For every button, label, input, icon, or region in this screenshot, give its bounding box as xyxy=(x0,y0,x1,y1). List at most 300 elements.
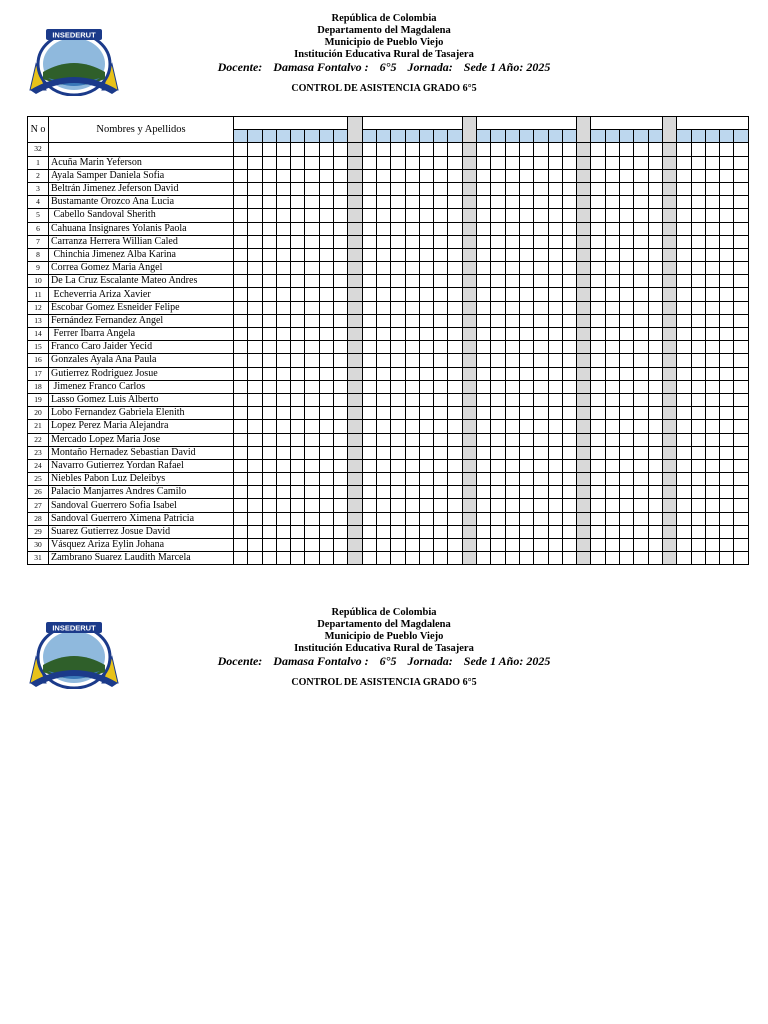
attendance-cell xyxy=(276,380,290,393)
attendance-cell xyxy=(234,486,248,499)
attendance-cell xyxy=(720,539,734,552)
attendance-cell xyxy=(577,512,591,525)
attendance-cell xyxy=(348,407,362,420)
attendance-cell xyxy=(648,301,662,314)
attendance-cell xyxy=(720,552,734,565)
attendance-cell xyxy=(305,473,319,486)
attendance-cell xyxy=(662,143,676,156)
attendance-cell xyxy=(291,459,305,472)
attendance-cell xyxy=(276,182,290,195)
attendance-cell xyxy=(620,552,634,565)
attendance-cell xyxy=(305,459,319,472)
attendance-cell xyxy=(548,328,562,341)
table-row xyxy=(28,235,749,248)
attendance-cell xyxy=(648,499,662,512)
attendance-cell xyxy=(234,196,248,209)
attendance-cell xyxy=(376,156,390,169)
date-cell xyxy=(405,130,419,143)
attendance-cell xyxy=(691,314,705,327)
attendance-cell xyxy=(734,512,748,525)
attendance-cell xyxy=(577,380,591,393)
attendance-cell xyxy=(477,486,491,499)
attendance-cell xyxy=(534,525,548,538)
separator-cell xyxy=(662,117,676,143)
attendance-cell xyxy=(477,407,491,420)
attendance-cell xyxy=(262,301,276,314)
attendance-cell xyxy=(477,156,491,169)
attendance-cell xyxy=(677,341,691,354)
attendance-cell xyxy=(734,209,748,222)
attendance-cell xyxy=(662,473,676,486)
attendance-cell xyxy=(319,433,333,446)
attendance-cell xyxy=(620,380,634,393)
attendance-cell xyxy=(262,275,276,288)
total-count: 32 xyxy=(28,143,49,156)
date-block-cell xyxy=(234,117,348,130)
attendance-cell xyxy=(248,539,262,552)
student-number: 1 xyxy=(28,156,49,169)
attendance-cell xyxy=(534,499,548,512)
attendance-cell xyxy=(534,354,548,367)
attendance-cell xyxy=(276,209,290,222)
attendance-cell xyxy=(391,275,405,288)
attendance-cell xyxy=(305,433,319,446)
attendance-cell xyxy=(491,301,505,314)
attendance-cell xyxy=(248,275,262,288)
attendance-cell xyxy=(634,156,648,169)
attendance-cell xyxy=(391,169,405,182)
attendance-cell xyxy=(634,248,648,261)
date-cell xyxy=(434,130,448,143)
attendance-cell xyxy=(405,393,419,406)
attendance-cell xyxy=(362,367,376,380)
attendance-cell xyxy=(705,433,719,446)
attendance-cell xyxy=(477,446,491,459)
attendance-cell xyxy=(577,328,591,341)
attendance-cell xyxy=(276,420,290,433)
attendance-cell xyxy=(477,275,491,288)
attendance-cell xyxy=(262,499,276,512)
attendance-cell xyxy=(405,407,419,420)
attendance-cell xyxy=(505,420,519,433)
student-number: 7 xyxy=(28,235,49,248)
attendance-cell xyxy=(491,446,505,459)
attendance-cell xyxy=(362,512,376,525)
attendance-cell xyxy=(405,433,419,446)
attendance-cell xyxy=(705,393,719,406)
date-cell xyxy=(648,130,662,143)
attendance-cell xyxy=(348,499,362,512)
attendance-cell xyxy=(505,380,519,393)
attendance-cell xyxy=(276,367,290,380)
attendance-cell xyxy=(548,552,562,565)
attendance-cell xyxy=(505,552,519,565)
date-cell xyxy=(505,130,519,143)
attendance-cell xyxy=(305,196,319,209)
attendance-cell xyxy=(577,222,591,235)
attendance-cell xyxy=(248,301,262,314)
attendance-cell xyxy=(648,182,662,195)
attendance-cell xyxy=(534,552,548,565)
attendance-cell xyxy=(605,407,619,420)
grade-value: 6°5 xyxy=(379,654,397,668)
attendance-cell xyxy=(276,552,290,565)
attendance-cell xyxy=(376,314,390,327)
attendance-cell xyxy=(477,539,491,552)
attendance-cell xyxy=(462,433,476,446)
attendance-cell xyxy=(434,275,448,288)
attendance-cell xyxy=(691,525,705,538)
attendance-cell xyxy=(505,288,519,301)
attendance-cell xyxy=(548,196,562,209)
attendance-cell xyxy=(720,275,734,288)
table-row xyxy=(28,222,749,235)
attendance-cell xyxy=(505,156,519,169)
attendance-cell xyxy=(620,354,634,367)
attendance-cell xyxy=(720,314,734,327)
attendance-cell xyxy=(720,473,734,486)
attendance-cell xyxy=(291,512,305,525)
attendance-cell xyxy=(548,446,562,459)
name-cell xyxy=(49,143,234,156)
attendance-cell xyxy=(477,169,491,182)
table-row xyxy=(28,301,749,314)
attendance-cell xyxy=(577,301,591,314)
jornada-label: Jornada: xyxy=(407,60,453,74)
attendance-cell xyxy=(248,407,262,420)
attendance-cell xyxy=(291,275,305,288)
attendance-cell xyxy=(434,433,448,446)
attendance-cell xyxy=(720,354,734,367)
attendance-cell xyxy=(334,156,348,169)
attendance-cell xyxy=(548,380,562,393)
attendance-cell xyxy=(591,552,605,565)
attendance-cell xyxy=(477,314,491,327)
attendance-cell xyxy=(534,367,548,380)
attendance-cell xyxy=(534,222,548,235)
table-row xyxy=(28,209,749,222)
attendance-cell xyxy=(305,393,319,406)
attendance-cell xyxy=(376,420,390,433)
docente-name: Damasa Fontalvo : xyxy=(273,654,369,668)
attendance-cell xyxy=(591,169,605,182)
attendance-cell xyxy=(448,275,462,288)
attendance-cell xyxy=(648,393,662,406)
attendance-cell xyxy=(291,499,305,512)
student-name: Suarez Gutierrez Josue David xyxy=(49,525,234,538)
attendance-cell xyxy=(662,209,676,222)
attendance-cell xyxy=(434,248,448,261)
attendance-cell xyxy=(505,459,519,472)
attendance-cell xyxy=(620,143,634,156)
attendance-cell xyxy=(462,393,476,406)
attendance-cell xyxy=(276,459,290,472)
attendance-cell xyxy=(534,169,548,182)
attendance-cell xyxy=(448,380,462,393)
attendance-cell xyxy=(434,473,448,486)
attendance-cell xyxy=(562,248,576,261)
attendance-cell xyxy=(505,235,519,248)
attendance-cell xyxy=(276,275,290,288)
attendance-cell xyxy=(248,341,262,354)
attendance-cell xyxy=(677,143,691,156)
attendance-cell xyxy=(234,459,248,472)
attendance-cell xyxy=(605,275,619,288)
attendance-cell xyxy=(376,367,390,380)
attendance-cell xyxy=(248,486,262,499)
attendance-cell xyxy=(477,182,491,195)
attendance-cell xyxy=(691,328,705,341)
attendance-cell xyxy=(491,486,505,499)
attendance-cell xyxy=(362,380,376,393)
attendance-cell xyxy=(434,262,448,275)
student-number: 4 xyxy=(28,196,49,209)
student-name: Lobo Fernandez Gabriela Elenith xyxy=(49,407,234,420)
attendance-cell xyxy=(276,301,290,314)
table-row xyxy=(28,446,749,459)
attendance-cell xyxy=(705,512,719,525)
attendance-cell xyxy=(620,512,634,525)
attendance-cell xyxy=(477,143,491,156)
attendance-cell xyxy=(519,354,533,367)
attendance-cell xyxy=(448,499,462,512)
attendance-cell xyxy=(248,446,262,459)
attendance-cell xyxy=(448,314,462,327)
attendance-cell xyxy=(376,499,390,512)
attendance-cell xyxy=(248,433,262,446)
date-cell xyxy=(734,130,748,143)
attendance-cell xyxy=(334,433,348,446)
attendance-cell xyxy=(577,433,591,446)
attendance-cell xyxy=(562,222,576,235)
attendance-cell xyxy=(591,301,605,314)
attendance-cell xyxy=(534,393,548,406)
attendance-cell xyxy=(591,182,605,195)
attendance-cell xyxy=(662,182,676,195)
attendance-cell xyxy=(348,525,362,538)
attendance-cell xyxy=(648,328,662,341)
attendance-cell xyxy=(734,552,748,565)
table-row xyxy=(28,486,749,499)
attendance-cell xyxy=(734,341,748,354)
attendance-cell xyxy=(677,525,691,538)
attendance-cell xyxy=(305,301,319,314)
attendance-cell xyxy=(448,341,462,354)
attendance-cell xyxy=(577,262,591,275)
attendance-cell xyxy=(405,262,419,275)
attendance-cell xyxy=(462,182,476,195)
attendance-cell xyxy=(419,459,433,472)
attendance-cell xyxy=(262,367,276,380)
attendance-cell xyxy=(391,156,405,169)
attendance-cell xyxy=(591,525,605,538)
attendance-cell xyxy=(562,328,576,341)
attendance-cell xyxy=(462,380,476,393)
attendance-cell xyxy=(548,499,562,512)
attendance-cell xyxy=(391,420,405,433)
attendance-cell xyxy=(434,314,448,327)
col-name-header: Nombres y Apellidos xyxy=(49,117,234,143)
attendance-cell xyxy=(362,407,376,420)
attendance-cell xyxy=(562,459,576,472)
attendance-cell xyxy=(276,196,290,209)
attendance-cell xyxy=(334,301,348,314)
attendance-cell xyxy=(705,525,719,538)
attendance-cell xyxy=(334,367,348,380)
attendance-cell xyxy=(677,275,691,288)
attendance-cell xyxy=(405,288,419,301)
student-name: Sandoval Guerrero Ximena Patricia xyxy=(49,512,234,525)
attendance-cell xyxy=(477,512,491,525)
attendance-cell xyxy=(662,328,676,341)
attendance-cell xyxy=(248,262,262,275)
attendance-cell xyxy=(505,262,519,275)
attendance-cell xyxy=(691,433,705,446)
attendance-cell xyxy=(477,354,491,367)
attendance-cell xyxy=(548,354,562,367)
attendance-cell xyxy=(362,341,376,354)
attendance-cell xyxy=(248,235,262,248)
attendance-cell xyxy=(562,499,576,512)
attendance-cell xyxy=(519,499,533,512)
attendance-cell xyxy=(391,314,405,327)
attendance-cell xyxy=(276,512,290,525)
attendance-cell xyxy=(419,512,433,525)
attendance-cell xyxy=(691,459,705,472)
attendance-cell xyxy=(505,539,519,552)
attendance-cell xyxy=(419,539,433,552)
attendance-cell xyxy=(362,209,376,222)
attendance-cell xyxy=(348,539,362,552)
attendance-cell xyxy=(491,209,505,222)
attendance-cell xyxy=(448,209,462,222)
attendance-cell xyxy=(348,156,362,169)
attendance-cell xyxy=(477,341,491,354)
attendance-cell xyxy=(291,393,305,406)
attendance-cell xyxy=(634,196,648,209)
attendance-cell xyxy=(605,486,619,499)
attendance-cell xyxy=(519,275,533,288)
attendance-cell xyxy=(319,393,333,406)
attendance-cell xyxy=(534,420,548,433)
attendance-cell xyxy=(491,235,505,248)
attendance-cell xyxy=(448,393,462,406)
attendance-cell xyxy=(548,169,562,182)
attendance-cell xyxy=(734,486,748,499)
attendance-cell xyxy=(248,380,262,393)
attendance-cell xyxy=(491,473,505,486)
attendance-cell xyxy=(648,473,662,486)
attendance-cell xyxy=(562,552,576,565)
attendance-cell xyxy=(705,446,719,459)
date-cell xyxy=(319,130,333,143)
date-cell xyxy=(548,130,562,143)
student-number: 3 xyxy=(28,182,49,195)
attendance-cell xyxy=(376,301,390,314)
attendance-cell xyxy=(577,248,591,261)
attendance-cell xyxy=(334,182,348,195)
attendance-cell xyxy=(334,248,348,261)
attendance-cell xyxy=(620,314,634,327)
attendance-cell xyxy=(605,328,619,341)
attendance-cell xyxy=(376,512,390,525)
student-name: Beltrán Jimenez Jeferson David xyxy=(49,182,234,195)
attendance-cell xyxy=(605,235,619,248)
attendance-cell xyxy=(720,288,734,301)
attendance-cell xyxy=(376,539,390,552)
student-number: 18 xyxy=(28,380,49,393)
student-name: Palacio Manjarres Andres Camilo xyxy=(49,486,234,499)
attendance-cell xyxy=(519,525,533,538)
attendance-cell xyxy=(477,525,491,538)
student-number: 27 xyxy=(28,499,49,512)
date-cell xyxy=(720,130,734,143)
attendance-cell xyxy=(620,499,634,512)
attendance-cell xyxy=(505,407,519,420)
attendance-cell xyxy=(677,169,691,182)
attendance-cell xyxy=(348,248,362,261)
attendance-cell xyxy=(248,512,262,525)
attendance-cell xyxy=(577,539,591,552)
attendance-cell xyxy=(362,499,376,512)
attendance-cell xyxy=(334,262,348,275)
attendance-cell xyxy=(562,433,576,446)
attendance-cell xyxy=(448,407,462,420)
attendance-cell xyxy=(462,262,476,275)
attendance-cell xyxy=(562,473,576,486)
attendance-cell xyxy=(234,314,248,327)
attendance-table xyxy=(27,116,749,565)
attendance-cell xyxy=(505,433,519,446)
attendance-cell xyxy=(262,328,276,341)
header-department: Departamento del Magdalena xyxy=(317,25,451,36)
attendance-cell xyxy=(305,446,319,459)
attendance-cell xyxy=(434,539,448,552)
attendance-cell xyxy=(591,196,605,209)
attendance-cell xyxy=(662,314,676,327)
attendance-cell xyxy=(291,380,305,393)
attendance-cell xyxy=(519,235,533,248)
table-row xyxy=(28,156,749,169)
attendance-cell xyxy=(720,393,734,406)
date-cell xyxy=(334,130,348,143)
attendance-cell xyxy=(419,354,433,367)
attendance-cell xyxy=(348,275,362,288)
attendance-cell xyxy=(319,380,333,393)
student-number: 2 xyxy=(28,169,49,182)
attendance-cell xyxy=(634,380,648,393)
student-number: 8 xyxy=(28,248,49,261)
attendance-cell xyxy=(291,169,305,182)
attendance-cell xyxy=(720,459,734,472)
attendance-cell xyxy=(262,407,276,420)
attendance-cell xyxy=(705,182,719,195)
attendance-cell xyxy=(634,328,648,341)
attendance-cell xyxy=(634,486,648,499)
attendance-cell xyxy=(605,499,619,512)
attendance-cell xyxy=(677,196,691,209)
attendance-cell xyxy=(505,354,519,367)
header-municipality: Municipio de Pueblo Viejo xyxy=(324,631,444,642)
attendance-cell xyxy=(491,288,505,301)
attendance-cell xyxy=(591,499,605,512)
attendance-cell xyxy=(262,262,276,275)
attendance-cell xyxy=(305,314,319,327)
attendance-cell xyxy=(234,512,248,525)
attendance-cell xyxy=(234,275,248,288)
attendance-cell xyxy=(448,262,462,275)
attendance-cell xyxy=(334,354,348,367)
